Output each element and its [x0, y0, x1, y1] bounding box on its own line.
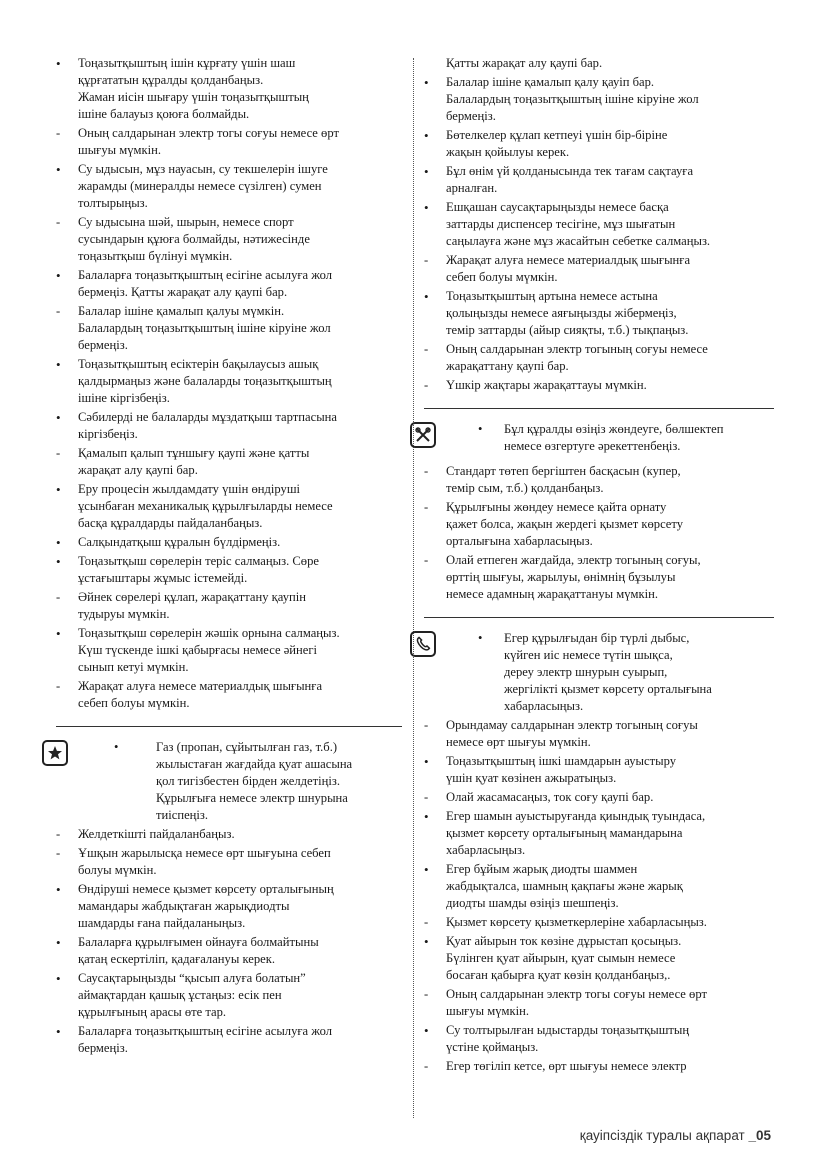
list-mark: -	[56, 446, 61, 460]
item-text: Тоңазытқыш сөрелерін жәшік орнына салмаңыз. Күш түскенде ішкі қабырғасы немесе әйнегі сынып кетуі мүмкін.	[78, 626, 340, 674]
dash-item	[424, 1058, 774, 1075]
section-divider	[424, 617, 774, 618]
bullet-item	[424, 74, 774, 125]
list-mark: -	[424, 342, 429, 356]
item-text: Желдеткішті пайдаланбаңыз.	[78, 827, 235, 841]
item-text: Қызмет көрсету қызметкерлеріне хабарласыңыз.	[446, 915, 707, 929]
item-text: Су ыдысын, мұз науасын, су текшелерін ішуге жарамды (минералды немесе сүзілген) сумен толтырыңыз.	[78, 162, 328, 210]
list-mark: -	[424, 790, 429, 804]
bullet-item	[56, 970, 402, 1021]
section-divider	[424, 408, 774, 409]
item-text: Жарақат алуға немесе материалдық шығынға себеп болуы мүмкін.	[446, 253, 691, 284]
list-mark: •	[56, 626, 61, 641]
right-column	[424, 55, 774, 1077]
bullet-item	[56, 356, 402, 407]
item-text: Оның салдарынан электр тогы соғуы немесе өрт шығуы мүмкін.	[78, 126, 339, 157]
item-text: Қатты жарақат алу қаупі бар.	[446, 56, 603, 70]
bullet-mark: •	[478, 631, 483, 645]
item-text: Әйнек сөрелері құлап, жарақаттану қаупін тудыруы мүмкін.	[78, 590, 307, 621]
dash-item	[424, 717, 774, 751]
footer-section-title: қауіпсіздік туралы ақпарат	[579, 1128, 749, 1143]
item-text: Олай жасамасаңыз, ток соғу қаупі бар.	[446, 790, 654, 804]
list-mark: -	[56, 304, 61, 318]
section-divider	[56, 726, 402, 727]
item-text: Құрылғыны жөндеу немесе қайта орнату қажет болса, жақын жердегі қызмет көрсету орталығына хабарласыңыз.	[446, 500, 684, 548]
item-text: Стандарт төтеп бергіштен басқасын (купер, темір сым, т.б.) қолданбаңыз.	[446, 464, 681, 495]
item-text: Егер шамын ауыстыруғанда қиындық туындаса, қызмет көрсету орталығының мамандарына хабарласыңыз.	[446, 809, 706, 857]
bullet-item	[56, 481, 402, 532]
list-mark: •	[56, 535, 61, 550]
strange-noise-notice	[424, 630, 774, 715]
item-text: Бөтелкелер құлап кетпеуі үшін бір-біріне жақын қойылуы керек.	[446, 128, 668, 159]
list-mark: -	[56, 590, 61, 604]
item-text: Балаларға құрылғымен ойнауға болмайтыны қатаң ескертіліп, қадағалануы керек.	[78, 935, 319, 966]
list-mark: •	[424, 128, 429, 143]
list-mark: •	[424, 164, 429, 179]
list-mark: •	[56, 935, 61, 950]
item-text: Салқындатқыш құралын бүлдірмеңіз.	[78, 535, 281, 549]
list-mark: •	[424, 934, 429, 949]
dash-item	[424, 552, 774, 603]
list-mark: •	[424, 754, 429, 769]
column-divider	[413, 58, 414, 1118]
list-mark: -	[56, 846, 61, 860]
list-mark: •	[56, 971, 61, 986]
item-text: Егер төгіліп кетсе, өрт шығуы немесе электр	[446, 1059, 687, 1073]
dash-item	[424, 914, 774, 931]
item-text: Балаларға тоңазытқыштың есігіне асылуға жол бермеңіз. Қатты жарақат алу қаупі бар.	[78, 268, 333, 299]
dash-item	[424, 252, 774, 286]
dash-item	[56, 214, 402, 265]
item-text: Су толтырылған ыдыстарды тоңазытқыштың үстіне қоймаңыз.	[446, 1023, 690, 1054]
list-mark: -	[424, 464, 429, 478]
item-text: Оның салдарынан электр тогының соғуы немесе жарақаттану қаупі бар.	[446, 342, 708, 373]
item-text: Ұшқын жарылысқа немесе өрт шығуына себеп болуы мүмкін.	[78, 846, 331, 877]
notice-text: Газ (пропан, сұйытылған газ, т.б.) жылыстаған жағдайда қуат ашасына қол тигізбестен бірден желдетіңіз. Құрылғыға немесе электр шнурына тиіспеңіз.	[156, 740, 353, 822]
list-mark: -	[424, 500, 429, 514]
gas-leak-notice	[56, 739, 402, 824]
dash-item	[56, 845, 402, 879]
dash-item	[424, 789, 774, 806]
list-mark: -	[424, 253, 429, 267]
list-mark: •	[56, 357, 61, 372]
list-mark: -	[424, 987, 429, 1001]
item-text: Қамалып қалып тұншығу қаупі және қатты жарақат алу қаупі бар.	[78, 446, 310, 477]
bullet-item	[56, 881, 402, 932]
list-mark: •	[56, 482, 61, 497]
dash-item	[424, 499, 774, 550]
item-text: Су ыдысына шәй, шырын, немесе спорт сусындарын құюға болмайды, нәтижесінде тоңазытқыш бүлінуі мүмкін.	[78, 215, 310, 263]
list-mark: -	[424, 553, 429, 567]
list-mark: •	[424, 200, 429, 215]
bullet-item	[56, 267, 402, 301]
bullet-item	[56, 934, 402, 968]
page-footer	[580, 1128, 771, 1143]
right-mid-list	[424, 463, 774, 603]
dash-item	[56, 678, 402, 712]
item-text: Балаларға тоңазытқыштың есігіне асылуға жол бермеңіз.	[78, 1024, 333, 1055]
item-text: Саусақтарыңызды “қысып алуға болатын” аймақтардан қашық ұстаңыз: есік пен құрылғының арасы өте тар.	[78, 971, 306, 1019]
notice-text: Егер құрылғыдан бір түрлі дыбыс, күйген иіс немесе түтін шықса, дереу электр шнурын суырып, жергілікті қызмет көрсету орталығына хабарласыңыз.	[504, 631, 712, 713]
item-text: Бұл өнім үй қолданысында тек тағам сақтауға арналған.	[446, 164, 694, 195]
list-mark: •	[424, 289, 429, 304]
bullet-item	[424, 753, 774, 787]
bullet-item	[56, 55, 402, 123]
left-top-list	[56, 55, 402, 712]
bullet-mark: •	[114, 740, 119, 754]
bullet-item	[424, 933, 774, 984]
bullet-item	[56, 409, 402, 443]
item-text: Орындамау салдарынан электр тогының соғуы немесе өрт шығуы мүмкін.	[446, 718, 698, 749]
dash-item	[56, 589, 402, 623]
dash-item	[56, 445, 402, 479]
item-text: Үшкір жақтары жарақаттауы мүмкін.	[446, 378, 647, 392]
list-mark: -	[56, 126, 61, 140]
bullet-item	[424, 199, 774, 250]
item-text: Өндіруші немесе қызмет көрсету орталығының мамандары жабдықтаған жарықдиодты шамдарды ғана пайдаланыңыз.	[78, 882, 334, 930]
item-text: Еру процесін жылдамдату үшін өндіруші ұсынбаған механикалық құрылғыларды немесе басқа құралдарды пайдаланбаңыз.	[78, 482, 333, 530]
list-mark: •	[424, 75, 429, 90]
list-mark: •	[56, 1024, 61, 1039]
dash-item	[56, 826, 402, 843]
bullet-item	[56, 625, 402, 676]
item-text: Егер бұйым жарық диодты шаммен жабдықталса, шамның қақпағы және жарық диодты шамды өзіңіз шешпеңіз.	[446, 862, 683, 910]
list-mark: -	[424, 1059, 429, 1073]
no-disassembly-notice	[424, 421, 774, 461]
dash-item	[424, 986, 774, 1020]
bullet-item	[424, 861, 774, 912]
list-mark: -	[56, 679, 61, 693]
item-text: Тоңазытқыш сөрелерін теріс салмаңыз. Сөре ұстағыштары жұмыс істемейді.	[78, 554, 319, 585]
no-tools-icon	[410, 422, 436, 448]
item-text: Оның салдарынан электр тогы соғуы немесе өрт шығуы мүмкін.	[446, 987, 707, 1018]
bullet-item	[56, 1023, 402, 1057]
bullet-item	[56, 161, 402, 212]
item-text: Жарақат алуға немесе материалдық шығынға себеп болуы мүмкін.	[78, 679, 323, 710]
text-item	[424, 55, 774, 72]
item-text: Балалар ішіне қамалып қалуы мүмкін. Балалардың тоңазытқыштың ішіне кіруіне жол бермеңіз.	[78, 304, 331, 352]
list-mark: •	[56, 410, 61, 425]
dash-item	[56, 125, 402, 159]
dash-item	[424, 377, 774, 394]
list-mark: -	[424, 378, 429, 392]
bullet-item	[56, 553, 402, 587]
dash-item	[424, 341, 774, 375]
dash-item	[56, 303, 402, 354]
list-mark: •	[56, 554, 61, 569]
list-mark: -	[56, 215, 61, 229]
right-bottom-list	[424, 717, 774, 1075]
list-mark: •	[56, 268, 61, 283]
list-mark: -	[56, 827, 61, 841]
item-text: Ешқашан саусақтарыңызды немесе басқа заттарды диспенсер тесігіне, мұз шығатын саңылауға және мұз жасайтын себетке салмаңыз.	[446, 200, 711, 248]
right-top-list	[424, 55, 774, 394]
list-mark: -	[424, 915, 429, 929]
bullet-item	[424, 288, 774, 339]
dash-item	[424, 463, 774, 497]
bullet-item	[424, 127, 774, 161]
list-mark: •	[56, 882, 61, 897]
page-number: _05	[748, 1128, 771, 1143]
item-text: Тоңазытқыштың артына немесе астына қолыңызды немесе аяғыңызды жібермеңіз, темір заттарды (айыр сияқты, т.б.) тықпаңыз.	[446, 289, 689, 337]
list-mark: •	[424, 809, 429, 824]
star-warning-icon	[42, 740, 68, 766]
left-column	[56, 55, 402, 1059]
item-text: Балалар ішіне қамалып қалу қауіп бар. Балалардың тоңазытқыштың ішіне кіруіне жол бермеңіз.	[446, 75, 699, 123]
item-text: Тоңазытқыштың есіктерін бақылаусыз ашық қалдырмаңыз және балаларды тоңазытқыштың ішіне кіргізбеңіз.	[78, 357, 332, 405]
list-mark: •	[56, 162, 61, 177]
bullet-item	[424, 163, 774, 197]
list-mark: •	[56, 56, 61, 71]
notice-text: Бұл құралды өзіңіз жөндеуге, бөлшектеп немесе өзгертуге әрекеттенбеңіз.	[504, 422, 724, 453]
bullet-mark: •	[478, 422, 483, 436]
list-mark: -	[424, 718, 429, 732]
phone-icon	[410, 631, 436, 657]
bullet-item	[424, 1022, 774, 1056]
item-text: Қуат айырын ток көзіне дұрыстап қосыңыз. Бүлінген қуат айырын, қуат сымын немесе босаған қабырға қуат көзін қолданбаңыз,.	[446, 934, 682, 982]
item-text: Сәбилерді не балаларды мұздатқыш тартпасына кіргізбеңіз.	[78, 410, 337, 441]
item-text: Тоңазытқыштың ішкі шамдарын ауыстыру үшін қуат көзінен ажыратыңыз.	[446, 754, 676, 785]
bullet-item	[424, 808, 774, 859]
list-mark: •	[424, 1023, 429, 1038]
item-text: Олай етпеген жағдайда, электр тогының соғуы, өрттің шығуы, жарылуы, өнімнің бұзылуы немесе адамның жарақаттануы мүмкін.	[446, 553, 701, 601]
bullet-item	[56, 534, 402, 551]
item-text: Тоңазытқыштың ішін кұрғату үшін шаш құрғататын құралды қолданбаңыз. Жаман иісін шығару үшін тоңазытқыштың ішіне балауыз қоюға болмайды.	[78, 56, 309, 121]
left-bottom-list	[56, 826, 402, 1057]
list-mark: •	[424, 862, 429, 877]
